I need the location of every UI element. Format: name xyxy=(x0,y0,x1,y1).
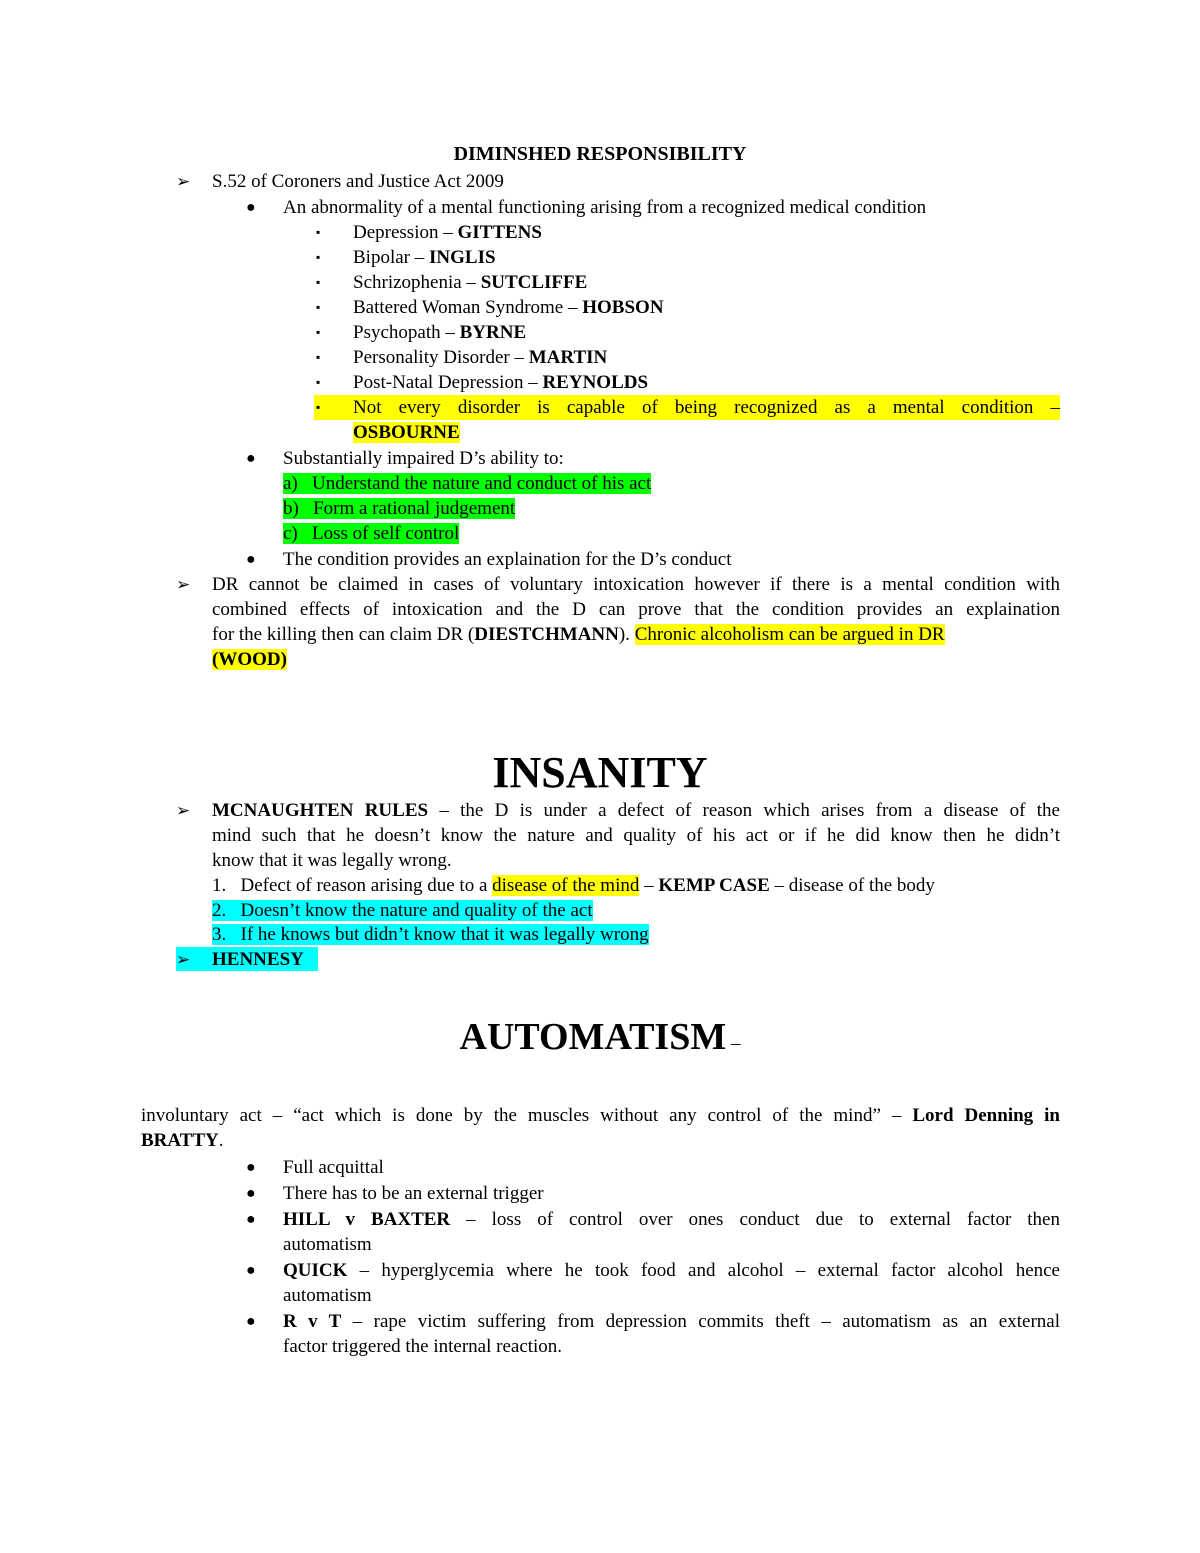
round-bullet-icon: ● xyxy=(246,1159,256,1176)
list-item: 3. If he knows but didn’t know that it was legally wrong xyxy=(212,924,649,945)
square-bullet-icon: ▪ xyxy=(316,225,321,239)
list-item: Post-Natal Depression – REYNOLDS xyxy=(353,372,649,393)
heading-insanity: INSANITY xyxy=(492,748,708,797)
heading-automatism: AUTOMATISM – xyxy=(459,1016,741,1058)
highlight-chronic-alcoholism: Chronic alcoholism can be argued in DR xyxy=(634,624,945,645)
list-item: Psychopath – BYRNE xyxy=(353,322,527,343)
round-bullet-icon: ● xyxy=(246,1313,256,1330)
list-item: b) Form a rational judgement xyxy=(283,498,516,519)
arrow-bullet-icon: ➢ xyxy=(176,950,191,969)
square-bullet-icon: ▪ xyxy=(316,350,321,364)
list-item: Bipolar – INGLIS xyxy=(353,247,496,268)
list-item: Schrizophenia – SUTCLIFFE xyxy=(353,272,588,293)
list-item: Personality Disorder – MARTIN xyxy=(353,347,608,368)
statute-line: S.52 of Coroners and Justice Act 2009 xyxy=(212,171,504,192)
square-bullet-icon: ▪ xyxy=(316,300,321,314)
square-bullet-icon: ▪ xyxy=(316,275,321,289)
list-item: QUICK – hyperglycemia where he took food and alcohol – external factor alcohol hence xyxy=(283,1260,1060,1281)
round-bullet-icon: ● xyxy=(246,1211,256,1228)
explains-line: The condition provides an explaination for the D’s conduct xyxy=(283,549,732,570)
impaired-line: Substantially impaired D’s ability to: xyxy=(283,448,564,469)
round-bullet-icon: ● xyxy=(246,1185,256,1202)
round-bullet-icon: ● xyxy=(246,450,256,467)
arrow-bullet-icon: ➢ xyxy=(176,575,191,594)
case-wood: (WOOD) xyxy=(212,649,287,670)
list-item: There has to be an external trigger xyxy=(283,1183,544,1204)
square-bullet-icon: ▪ xyxy=(316,375,321,389)
round-bullet-icon: ● xyxy=(246,1262,256,1279)
heading-diminished-responsibility: DIMINSHED RESPONSIBILITY xyxy=(453,143,747,165)
arrow-bullet-icon: ➢ xyxy=(176,172,191,191)
list-item: R v T – rape victim suffering from depression commits theft – automatism as an external xyxy=(283,1311,1060,1332)
arrow-bullet-icon: ➢ xyxy=(176,801,191,820)
list-item-osbourne: Not every disorder is capable of being recognized as a mental condition – xyxy=(353,397,1060,418)
list-item: 2. Doesn’t know the nature and quality of the act xyxy=(212,900,593,921)
list-item: HILL v BAXTER – loss of control over ones conduct due to external factor then xyxy=(283,1209,1060,1230)
list-item: Battered Woman Syndrome – HOBSON xyxy=(353,297,664,318)
list-item: c) Loss of self control xyxy=(283,523,460,544)
round-bullet-icon: ● xyxy=(246,199,256,216)
round-bullet-icon: ● xyxy=(246,551,256,568)
square-bullet-icon: ▪ xyxy=(316,400,321,414)
document-page: DIMINSHED RESPONSIBILITY ➢ S.52 of Coroners and Justice Act 2009 ● An abnormality of a mental functioning arising from a recognized medical condition ▪ Depression – GITTENS ▪ Bipolar – INGLIS ▪ Schrizophenia – SUTCLIFFE ▪ Battered Woman Syndrome – HOBSON ▪ Psychopath – BYRNE ▪ Personality Disorder – MARTIN ▪ Post-Natal Depression – REYNOLDS ▪ Not every disorder is capable of being recognized as a mental condition – OSBOURNE ● Substantially impaired D’s ability to: a) Understand the nature and conduct of his act b) Form a rational judgement c) Loss of self control ● The condition provides an explaination for the D’s conduct ➢ DR cannot be claimed in cases of voluntary intoxication however if there is a mental condition with combined effects of intoxication and the D can prove that the condition provides an explaination for the killing then can claim DR (DIESTCHMANN). Chronic alcoholism can be argued in DR (WOOD) INSANITY ➢ MCNAUGHTEN RULES – the D is under a defect of reason which arises from a disease of the mind such that he doesn’t know the nature and quality of his act or if he did know then he didn’t know that it was legally wrong. 1. Defect of reason arising due to a disease of the mind – KEMP CASE – disease of the body 2. Doesn’t know the nature and quality of the act 3. If he knows but didn’t know that it was legally wrong ➢ HENNESY AUTOMATISM – involuntary act – “act which is done by the muscles without any control of the mind” – Lord Denning in BRATTY. ● Full acquittal ● There has to be an external trigger ● HILL v BAXTER – loss of control over ones conduct due to external factor then automatism ● QUICK – hyperglycemia where he took food and alcohol – external factor alcohol hence automatism ● R v T – rape victim suffering from depression commits theft – automatism as an external factor triggered the internal reaction. xyxy=(0,0,1200,1553)
square-bullet-icon: ▪ xyxy=(316,325,321,339)
square-bullet-icon: ▪ xyxy=(316,250,321,264)
case-osbourne: OSBOURNE xyxy=(353,422,460,443)
list-item: Depression – GITTENS xyxy=(353,222,542,243)
list-item: a) Understand the nature and conduct of his act xyxy=(283,473,652,494)
list-item: Full acquittal xyxy=(283,1157,384,1178)
list-item: 1. Defect of reason arising due to a disease of the mind – KEMP CASE – disease of the body xyxy=(212,875,935,896)
abnormality-line: An abnormality of a mental functioning arising from a recognized medical condition xyxy=(283,197,927,218)
case-hennesy: HENNESY xyxy=(212,949,304,970)
